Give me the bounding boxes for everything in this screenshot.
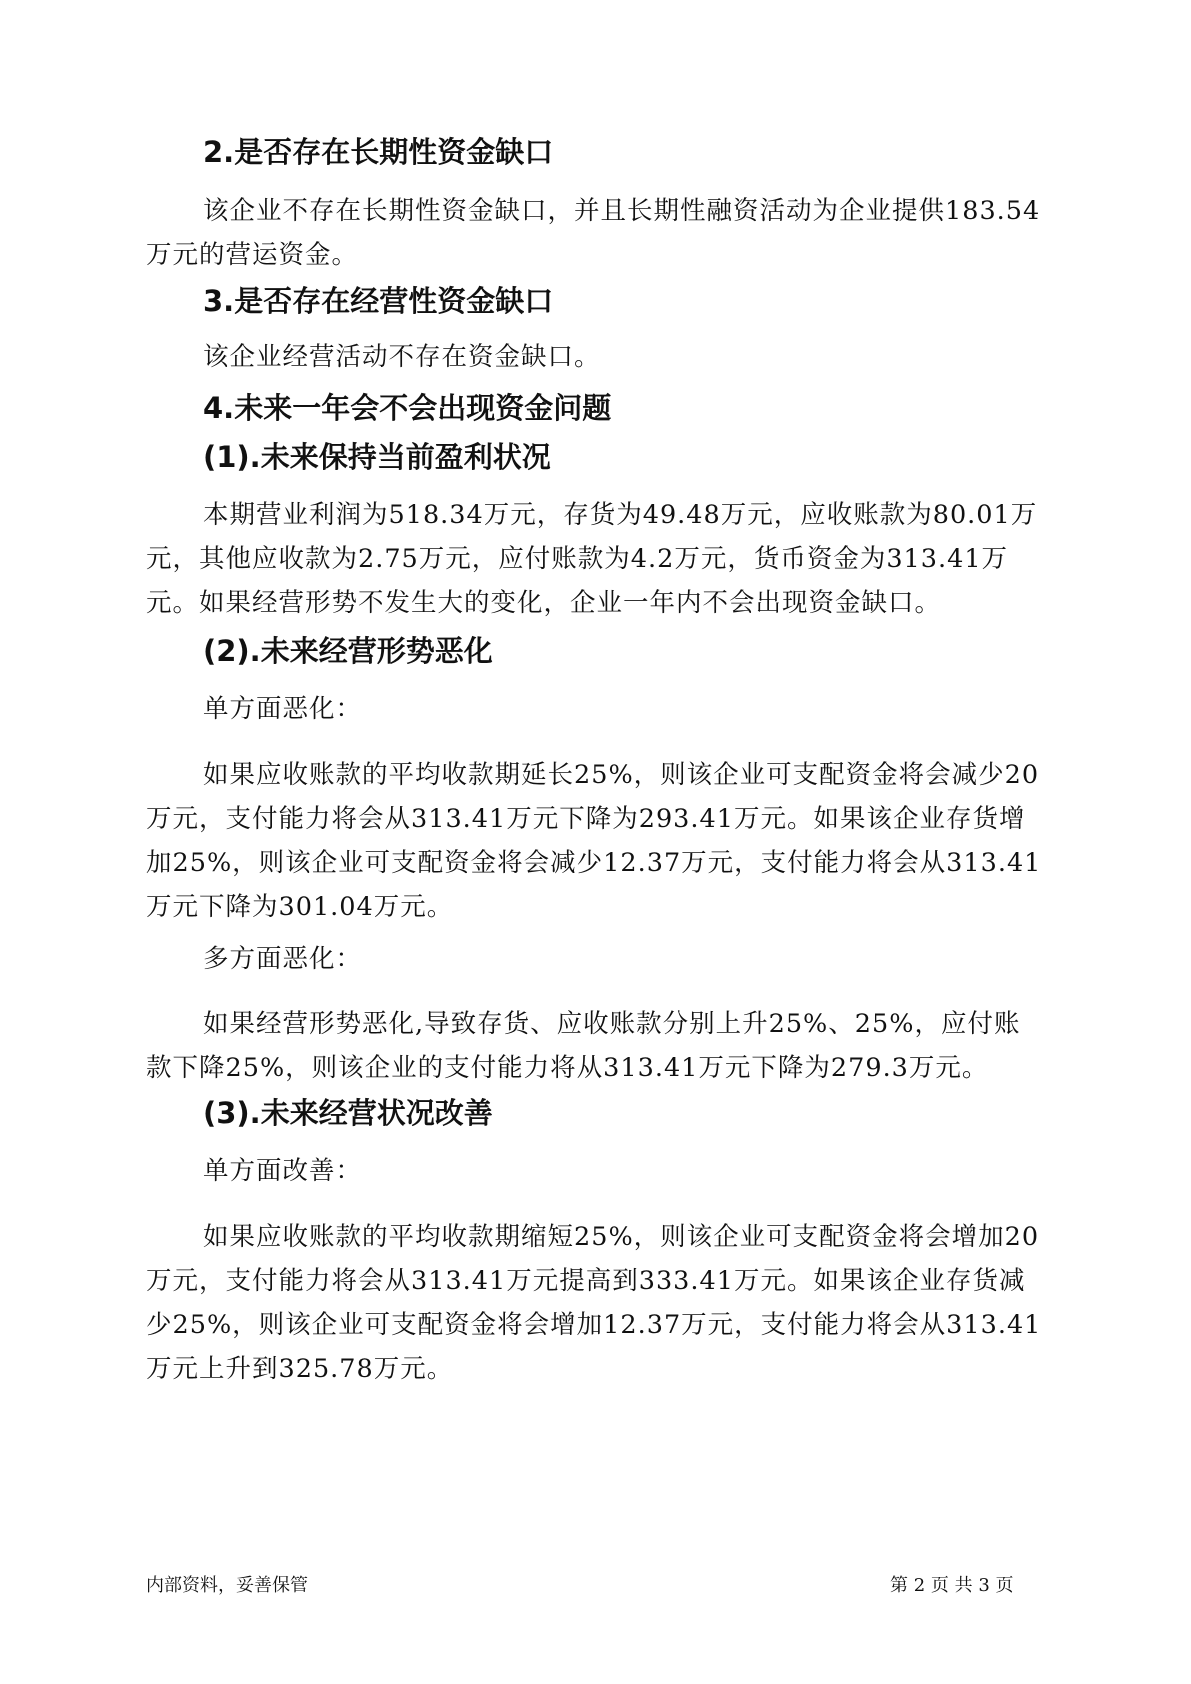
heading-operating-gap: 3.是否存在经营性资金缺口 [203, 284, 554, 318]
subheading-current-profit: (1).未来保持当前盈利状况 [203, 440, 551, 474]
heading-next-year-funding: 4.未来一年会不会出现资金问题 [203, 391, 612, 425]
subheading-improvement: (3).未来经营状况改善 [203, 1096, 493, 1130]
paragraph-single-deterioration: 如果应收账款的平均收款期延长25%，则该企业可支配资金将会减少20万元，支付能力将会从313.41万元下降为293.41万元。如果该企业存货增加25%，则该企业可支配资金将会减少12.37万元，支付能力将会从313.41万元下降为301.04万元。 [146, 760, 1042, 922]
paragraph-operating-gap: 该企业经营活动不存在资金缺口。 [203, 342, 601, 372]
heading-long-term-gap: 2.是否存在长期性资金缺口 [203, 135, 554, 169]
paragraph-long-term-gap: 该企业不存在长期性资金缺口，并且长期性融资活动为企业提供183.54万元的营运资金。 [146, 196, 1041, 270]
footer-confidential-note: 内部资料，妥善保管 [146, 1575, 308, 1596]
paragraph-current-profit: 本期营业利润为518.34万元，存货为49.48万元，应收账款为80.01万元，其他应收款为2.75万元，应付账款为4.2万元，货币资金为313.41万元。如果经营形势不发生大的变化，企业一年内不会出现资金缺口。 [146, 500, 1038, 618]
footer-page-number: 第 2 页 共 3 页 [890, 1575, 1014, 1596]
paragraph-single-improvement: 如果应收账款的平均收款期缩短25%，则该企业可支配资金将会增加20万元，支付能力将会从313.41万元提高到333.41万元。如果该企业存货减少25%，则该企业可支配资金将会增加12.37万元，支付能力将会从313.41万元上升到325.78万元。 [146, 1222, 1042, 1384]
paragraph-single-deterioration-label: 单方面恶化： [203, 694, 363, 724]
subheading-deterioration: (2).未来经营形势恶化 [203, 634, 493, 668]
paragraph-multi-deterioration: 如果经营形势恶化,导致存货、应收账款分别上升25%、25%，应付账款下降25%，则该企业的支付能力将从313.41万元下降为279.3万元。 [146, 1009, 1021, 1083]
paragraph-single-improvement-label: 单方面改善： [203, 1156, 363, 1186]
paragraph-multi-deterioration-label: 多方面恶化： [203, 944, 363, 974]
